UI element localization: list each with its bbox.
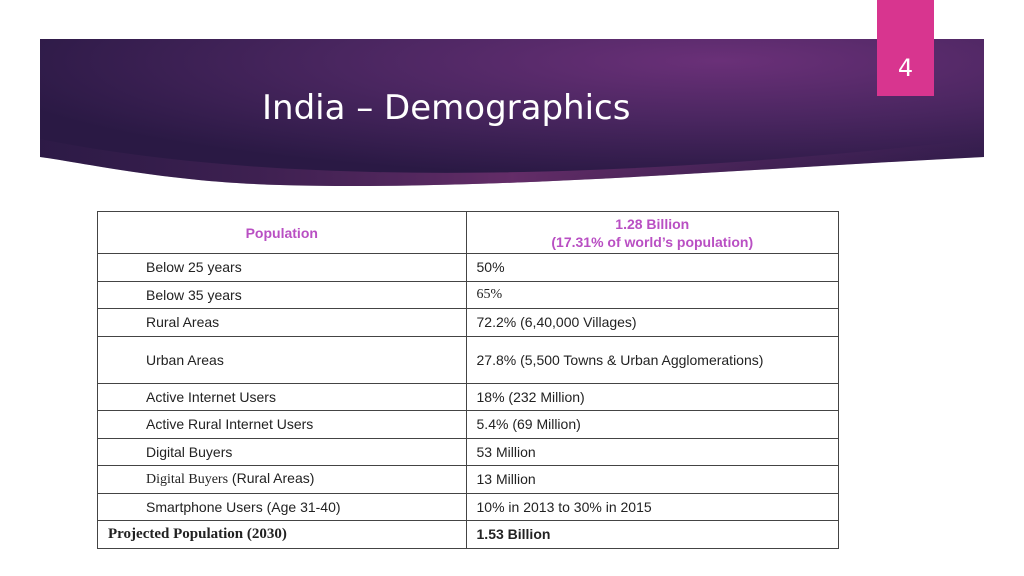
row-value: 10% in 2013 to 30% in 2015 <box>466 493 838 521</box>
header-value-line2: (17.31% of world’s population) <box>551 233 754 250</box>
row-value: 50% <box>466 254 838 282</box>
header-value-line1: 1.28 Billion <box>615 215 690 232</box>
header-label-text: Population <box>245 224 318 241</box>
header-value <box>466 212 838 254</box>
slide-title: India – Demographics <box>262 88 631 128</box>
table-row <box>98 438 839 466</box>
footer-value: 1.53 Billion <box>466 521 838 549</box>
table-row <box>98 309 839 337</box>
row-label <box>98 466 467 494</box>
row-label: Below 25 years <box>98 254 467 282</box>
row-value: 13 Million <box>466 466 838 494</box>
demographics-table <box>97 211 839 549</box>
row-value: 72.2% (6,40,000 Villages) <box>466 309 838 337</box>
table-footer-row <box>98 521 839 549</box>
row-label: Rural Areas <box>98 309 467 337</box>
table-row <box>98 336 839 383</box>
table-row <box>98 383 839 411</box>
row-label-part1: Digital Buyers <box>146 472 229 488</box>
row-value: 27.8% (5,500 Towns & Urban Agglomerations) <box>466 336 838 383</box>
row-label-part2: (Rural Areas) <box>228 470 315 487</box>
row-value: 53 Million <box>466 438 838 466</box>
table-row <box>98 281 839 309</box>
row-label: Smartphone Users (Age 31-40) <box>98 493 467 521</box>
page-number-tab <box>877 0 934 96</box>
table-header-row <box>98 212 839 254</box>
row-value: 65% <box>466 281 838 309</box>
table-row <box>98 466 839 494</box>
row-label: Active Rural Internet Users <box>98 411 467 439</box>
row-label: Digital Buyers <box>98 438 467 466</box>
header-label <box>98 212 467 254</box>
page-number: 4 <box>897 54 914 82</box>
row-value: 5.4% (69 Million) <box>466 411 838 439</box>
row-label: Urban Areas <box>98 336 467 383</box>
table-row <box>98 254 839 282</box>
row-label: Below 35 years <box>98 281 467 309</box>
footer-label: Projected Population (2030) <box>98 521 467 549</box>
table-row <box>98 493 839 521</box>
row-label: Active Internet Users <box>98 383 467 411</box>
table-row <box>98 411 839 439</box>
row-value: 18% (232 Million) <box>466 383 838 411</box>
